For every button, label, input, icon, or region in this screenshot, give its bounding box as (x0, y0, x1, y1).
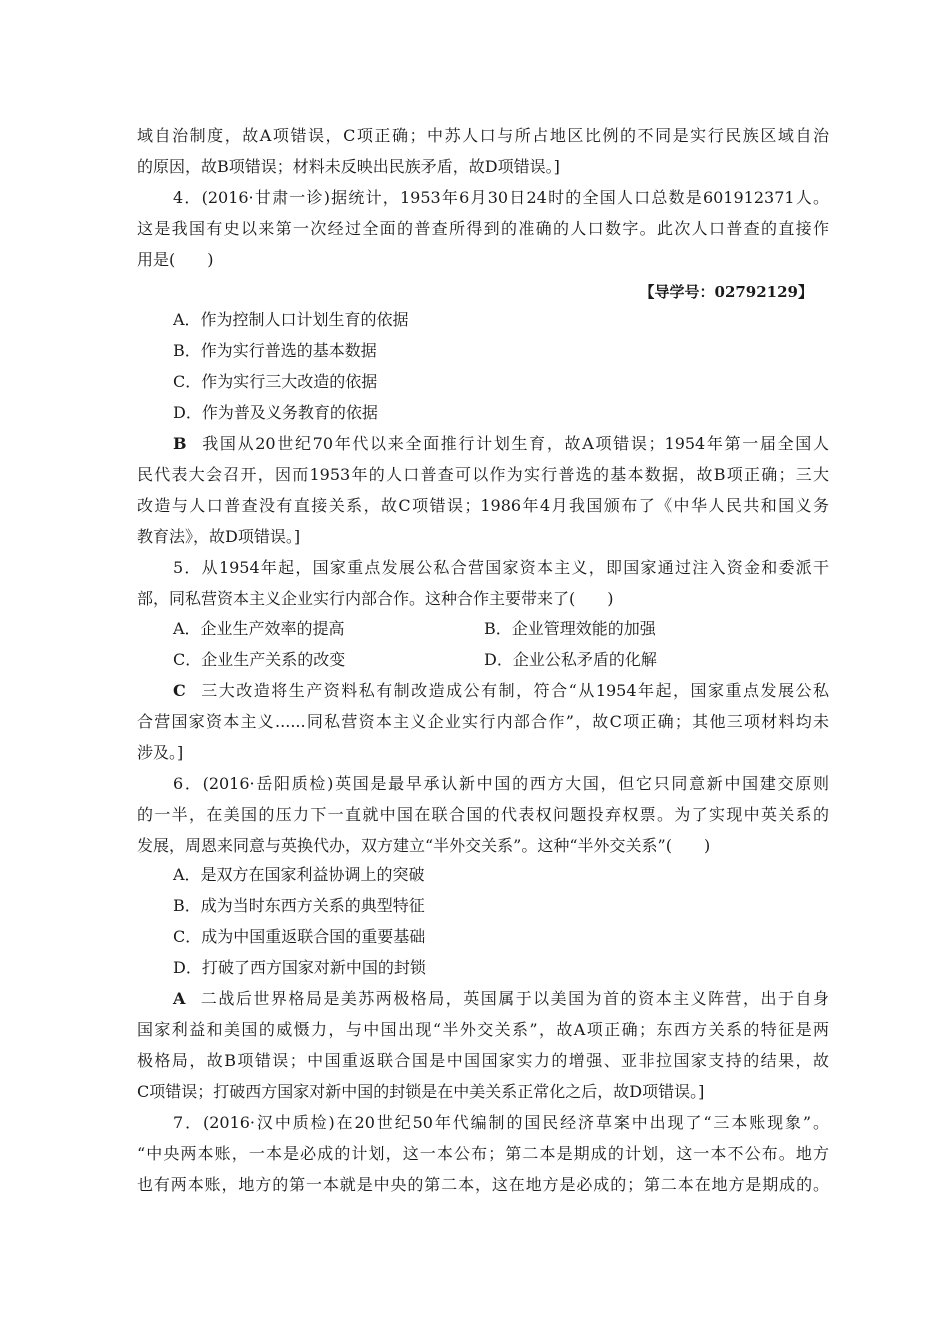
q5-explanation-line-1 (173, 681, 829, 701)
q5-option-a: A．企业生产效率的提高 (173, 619, 345, 638)
q5-stem-line-1: 5．从1954年起，国家重点发展公私合营国家资本主义，即国家通过注入资金和委派干 (173, 558, 829, 577)
q4-stem-line-1: 4．(2016·甘肃一诊)据统计，1953年6月30日24时的全国人口总数是601912371人。 (173, 188, 829, 207)
q6-option-d: D．打破了西方国家对新中国的封锁 (173, 958, 426, 977)
q6-explanation-line-3: 极格局，故B项错误；中国重返联合国是中国国家实力的增强、亚非拉国家支持的结果，故 (137, 1051, 829, 1070)
q6-option-a: A．是双方在国家利益协调上的突破 (173, 865, 425, 884)
q6-stem-line-2: 的一半，在美国的压力下一直就中国在联合国的代表权问题投弃权票。为了实现中英关系的 (137, 805, 829, 824)
q5-explanation-line-3: 涉及。] (137, 743, 184, 762)
q4-explanation-line-3: 改造与人口普查没有直接关系，故C项错误；1986年4月我国颁布了《中华人民共和国义务 (137, 496, 829, 515)
q4-explanation-text-1: 我国从20世纪70年代以来全面推行计划生育，故A项错误；1954年第一届全国人 (200, 434, 829, 453)
q5-stem-line-2: 部，同私营资本主义企业实行内部合作。这种合作主要带来了( ) (137, 589, 614, 608)
q4-explanation-line-2: 民代表大会召开，因而1953年的人口普查可以作为实行普选的基本数据，故B项正确；三大 (137, 465, 829, 484)
q3-explanation-line-1: 域自治制度，故A项错误，C项正确；中苏人口与所占地区比例的不同是实行民族区域自治 (137, 126, 829, 145)
q6-explanation-line-4: C项错误；打破西方国家对新中国的封锁是在中美关系正常化之后，故D项错误。] (137, 1082, 705, 1101)
q6-explanation-line-1 (173, 989, 829, 1009)
q4-option-b: B．作为实行普选的基本数据 (173, 341, 377, 360)
q4-explanation-line-1 (173, 434, 829, 454)
q6-answer: A (173, 989, 186, 1008)
q3-explanation-line-2: 的原因，故B项错误；材料未反映出民族矛盾，故D项错误。] (137, 157, 560, 176)
q4-explanation-line-4: 教育法》，故D项错误。] (137, 527, 301, 546)
q6-option-c: C．成为中国重返联合国的重要基础 (173, 927, 426, 946)
q4-option-a: A．作为控制人口计划生育的依据 (173, 310, 409, 329)
q6-explanation-line-2: 国家利益和美国的威慑力，与中国出现“半外交关系”，故A项正确；东西方关系的特征是两 (137, 1020, 829, 1039)
q7-stem-line-3: 也有两本账，地方的第一本就是中央的第二本，这在地方是必成的；第二本在地方是期成的。 (137, 1175, 829, 1194)
q7-stem-line-2: “中央两本账，一本是必成的计划，这一本公布；第二本是期成的计划，这一本不公布。地方 (137, 1144, 829, 1163)
q6-explanation-text-1: 二战后世界格局是美苏两极格局，英国属于以美国为首的资本主义阵营，出于自身 (199, 989, 829, 1008)
q4-answer: B (173, 434, 187, 453)
q5-option-b: B．企业管理效能的加强 (484, 619, 656, 638)
q6-option-b: B．成为当时东西方关系的典型特征 (173, 896, 425, 915)
q5-explanation-line-2: 合营国家资本主义......同私营资本主义企业实行内部合作”，故C项正确；其他三项材料均未 (137, 712, 829, 731)
q6-stem-line-1: 6．(2016·岳阳质检)英国是最早承认新中国的西方大国，但它只同意新中国建交原则 (173, 774, 829, 793)
q5-option-c: C．企业生产关系的改变 (173, 650, 346, 669)
q5-explanation-text-1: 三大改造将生产资料私有制改造成公有制，符合“从1954年起，国家重点发展公私 (199, 681, 829, 700)
q5-option-d: D．企业公私矛盾的化解 (484, 650, 657, 669)
q5-answer: C (173, 681, 186, 700)
q4-option-c: C．作为实行三大改造的依据 (173, 372, 378, 391)
q4-stem-line-3: 用是( ) (137, 250, 214, 269)
q7-stem-line-1: 7．(2016·汉中质检)在20世纪50年代编制的国民经济草案中出现了“三本账现象”。 (173, 1113, 829, 1132)
q4-option-d: D．作为普及义务教育的依据 (173, 403, 378, 422)
q6-stem-line-3: 发展，周恩来同意与英换代办，双方建立“半外交关系”。这种“半外交关系”( ) (137, 836, 711, 855)
q4-stem-line-2: 这是我国有史以来第一次经过全面的普查所得到的准确的人口数字。此次人口普查的直接作 (137, 219, 829, 238)
q4-guide-number: 【导学号：02792129】 (639, 283, 813, 301)
